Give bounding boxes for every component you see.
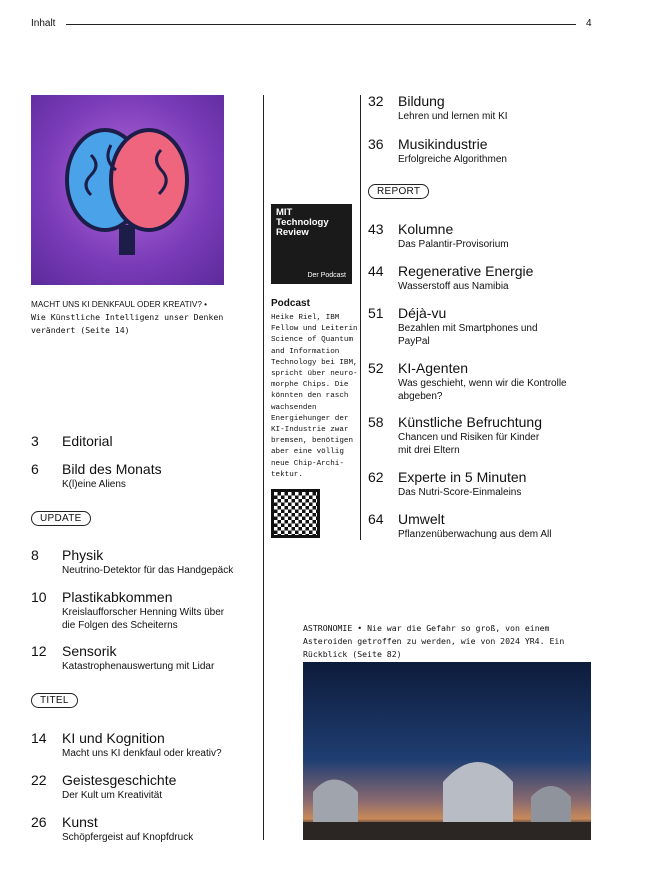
- section-pill: TITEL: [31, 693, 78, 708]
- page-num: 44: [368, 263, 384, 279]
- entry-title: Musikindustrie: [398, 136, 488, 152]
- entry-subtitle: Schöpfergeist auf Knopfdruck: [62, 832, 194, 843]
- page-num: 32: [368, 93, 384, 109]
- entry-subtitle: Das Palantir-Provisorium: [398, 239, 509, 250]
- page-num: 12: [31, 643, 47, 659]
- column-divider: [263, 95, 264, 840]
- entry-title: Experte in 5 Minuten: [398, 469, 527, 485]
- page-num: 14: [31, 730, 47, 746]
- entry-subtitle: Was geschieht, wenn wir die Kontrolle abgeben?: [398, 378, 567, 402]
- entry-title: Umwelt: [398, 511, 445, 527]
- entry-subtitle: Kreislaufforscher Henning Wilts über die Folgen des Scheiterns: [62, 607, 225, 631]
- entry-subtitle: Bezahlen mit Smartphones und PayPal: [398, 323, 538, 347]
- column-divider: [360, 95, 361, 540]
- section-pill: REPORT: [368, 184, 429, 199]
- entry-title: Sensorik: [62, 643, 117, 659]
- entry-subtitle: Erfolgreiche Algorithmen: [398, 154, 507, 165]
- podcast-column: [271, 298, 359, 538]
- page-num: 22: [31, 772, 47, 788]
- entry-subtitle: Wasserstoff aus Namibia: [398, 281, 509, 292]
- podcast-heading: Podcast: [271, 298, 310, 309]
- caption-kicker: MACHT UNS KI DENKFAUL ODER KREATIV? •: [31, 300, 208, 309]
- page-num: 26: [31, 814, 47, 830]
- podcast-cover-title: MIT Technology Review: [276, 207, 329, 238]
- section-pill: UPDATE: [31, 511, 91, 526]
- entry-subtitle: K(l)eine Aliens: [62, 479, 126, 490]
- page-number: 4: [586, 18, 592, 29]
- entry-title: KI und Kognition: [62, 730, 165, 746]
- entry-subtitle: Pflanzenüberwachung aus dem All: [398, 529, 552, 540]
- entry-subtitle: Macht uns KI denkfaul oder kreativ?: [62, 748, 222, 759]
- brain-illustration: [31, 95, 224, 285]
- entry-title: Kolumne: [398, 221, 454, 237]
- page-num: 51: [368, 305, 384, 321]
- page-num: 6: [31, 461, 39, 477]
- entry-title: Plastikabkommen: [62, 589, 173, 605]
- entry-subtitle: Katastrophenauswertung mit Lidar: [62, 661, 215, 672]
- page-num: 52: [368, 360, 384, 376]
- entry-title: Bildung: [398, 93, 445, 109]
- entry-subtitle: Chancen und Risiken für Kinder mit drei Eltern: [398, 432, 540, 456]
- qr-code[interactable]: [271, 489, 320, 538]
- entry-title: Editorial: [62, 433, 113, 449]
- section-label: Inhalt: [31, 18, 56, 29]
- entry-title: KI-Agenten: [398, 360, 469, 376]
- entry-title: Künstliche Befruchtung: [398, 414, 542, 430]
- podcast-cover[interactable]: [271, 204, 352, 284]
- page-num: 10: [31, 589, 47, 605]
- entry-title: Regenerative Energie: [398, 263, 534, 279]
- entry-subtitle: Der Kult um Kreativität: [62, 790, 163, 801]
- page-num: 58: [368, 414, 384, 430]
- podcast-cover-sub: Der Podcast: [307, 272, 346, 279]
- podcast-text: Heike Riel, IBM Fellow und Leiterin Science of Quantum and Information Technology bei IBM, spricht über neuro-morphe Chips. Die könnten den rasch wachsenden Energiehunger der KI-Industrie zwar bremsen, benötigen aber eine völlig neue Chip-Archi-tektur.: [271, 314, 358, 479]
- page-num: 3: [31, 433, 39, 449]
- caption-text: Nie war die Gefahr so groß, von einem Asteroiden getroffen zu werden, wie von 2024 YR4. Ein Rückblick (Seite 82): [303, 623, 565, 659]
- entry-subtitle: Lehren und lernen mit KI: [398, 111, 508, 122]
- cover-caption: [31, 298, 231, 337]
- entry-title: Déjà-vu: [398, 305, 447, 321]
- entry-title: Kunst: [62, 814, 98, 830]
- caption-text: Wie Künstliche Intelligenz unser Denken verändert (Seite 14): [31, 312, 224, 335]
- page-num: 62: [368, 469, 384, 485]
- entry-title: Geistesgeschichte: [62, 772, 177, 788]
- entry-subtitle: Das Nutri-Score-Einmaleins: [398, 487, 522, 498]
- page-num: 8: [31, 547, 39, 563]
- entry-title: Bild des Monats: [62, 461, 162, 477]
- page-num: 36: [368, 136, 384, 152]
- header-rule: [66, 24, 576, 25]
- observatory-photo: [303, 662, 591, 840]
- caption-kicker: ASTRONOMIE •: [303, 623, 363, 633]
- page-num: 64: [368, 511, 384, 527]
- entry-subtitle: Neutrino-Detektor für das Handgepäck: [62, 565, 234, 576]
- entry-title: Physik: [62, 547, 104, 563]
- page-num: 43: [368, 221, 384, 237]
- astronomy-caption: [303, 622, 603, 661]
